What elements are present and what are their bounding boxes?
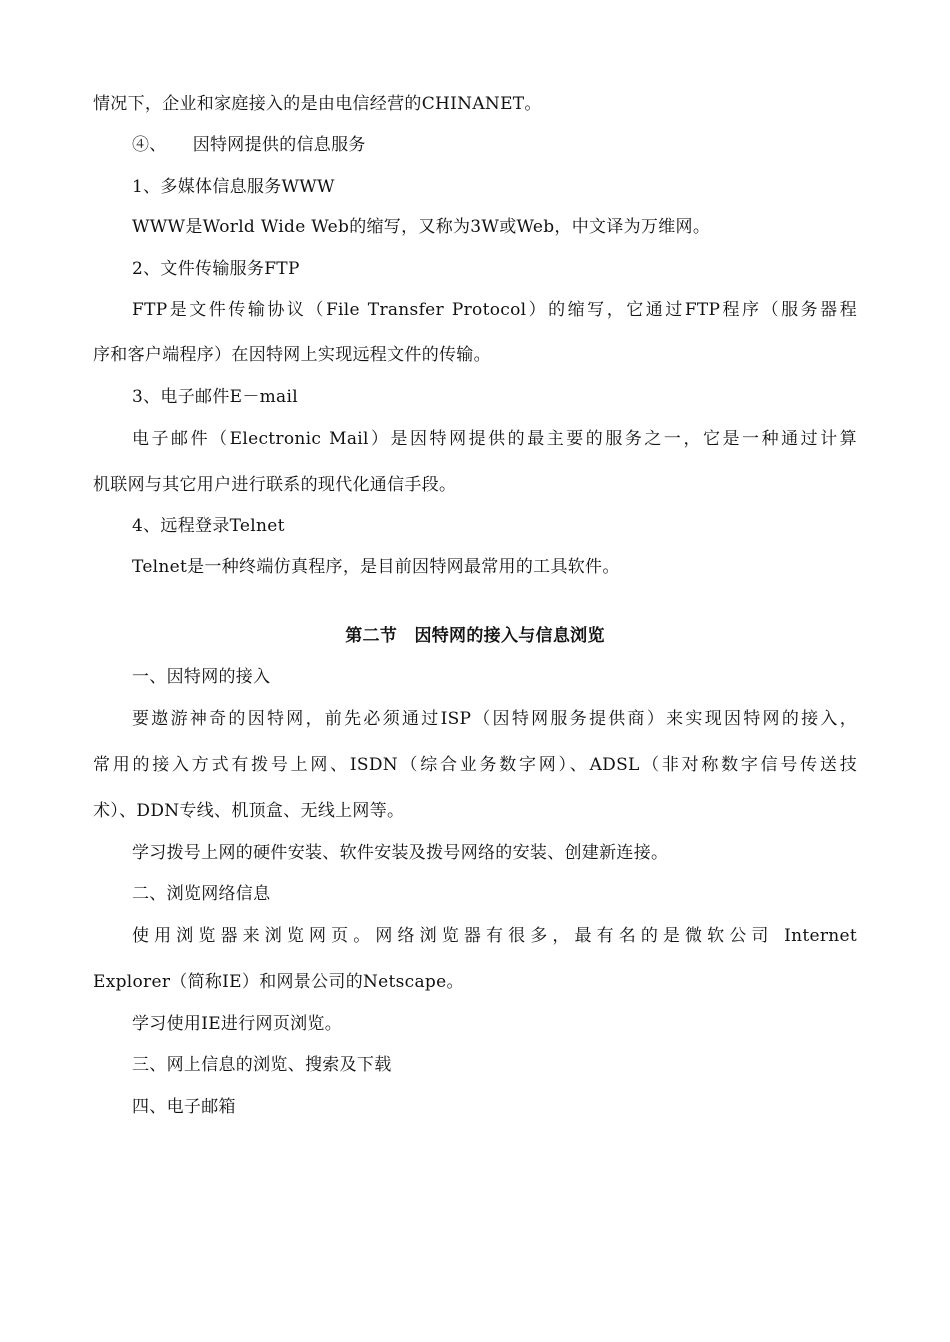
paragraph-line: Telnet是一种终端仿真程序，是目前因特网最常用的工具软件。 bbox=[132, 557, 620, 577]
subsection-heading: 三、网上信息的浏览、搜索及下载 bbox=[132, 1055, 392, 1075]
paragraph-line: 学习使用IE进行网页浏览。 bbox=[132, 1014, 343, 1034]
paragraph-line: 情况下，企业和家庭接入的是由电信经营的CHINANET。 bbox=[93, 94, 542, 114]
paragraph-line: 要遨游神奇的因特网，前先必须通过ISP（因特网服务提供商）来实现因特网的接入， bbox=[132, 709, 857, 729]
subsection-heading: 二、浏览网络信息 bbox=[132, 884, 271, 904]
paragraph-line: FTP是文件传输协议（File Transfer Protocol）的缩写，它通过FTP程序（服务器程 bbox=[132, 300, 857, 320]
paragraph-line: 常用的接入方式有拨号上网、ISDN（综合业务数字网）、ADSL（非对称数字信号传送技 bbox=[93, 755, 857, 775]
paragraph-line: 机联网与其它用户进行联系的现代化通信手段。 bbox=[93, 475, 457, 495]
paragraph-line: 序和客户端程序）在因特网上实现远程文件的传输。 bbox=[93, 345, 491, 365]
subsection-heading: 一、因特网的接入 bbox=[132, 667, 271, 687]
section-item-heading: ④、 因特网提供的信息服务 bbox=[132, 135, 366, 155]
paragraph-line: Explorer（简称IE）和网景公司的Netscape。 bbox=[93, 972, 464, 992]
paragraph-line: 学习拨号上网的硬件安装、软件安装及拨号网络的安装、创建新连接。 bbox=[132, 843, 669, 863]
section-title: 第二节 因特网的接入与信息浏览 bbox=[345, 626, 605, 646]
paragraph-line: 电子邮件（Electronic Mail）是因特网提供的最主要的服务之一，它是一种通过计算 bbox=[132, 429, 857, 449]
list-item-heading: 3、电子邮件E－mail bbox=[132, 387, 298, 407]
list-item-heading: 4、远程登录Telnet bbox=[132, 516, 285, 536]
subsection-heading: 四、电子邮箱 bbox=[132, 1097, 236, 1117]
list-item-heading: 1、多媒体信息服务WWW bbox=[132, 177, 335, 197]
paragraph-line: WWW是World Wide Web的缩写，又称为3W或Web，中文译为万维网。 bbox=[132, 217, 711, 237]
paragraph-line: 术）、DDN专线、机顶盒、无线上网等。 bbox=[93, 801, 405, 821]
list-item-heading: 2、文件传输服务FTP bbox=[132, 259, 300, 279]
paragraph-line: 使用浏览器来浏览网页。网络浏览器有很多，最有名的是微软公司 Internet bbox=[132, 926, 857, 946]
